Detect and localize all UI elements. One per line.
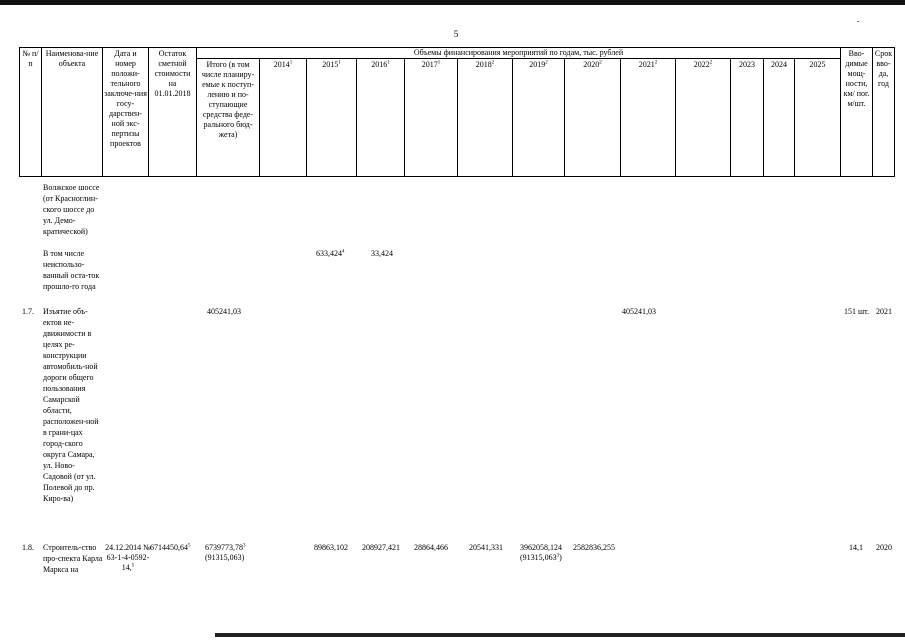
header-financing-group: Объемы финансирования мероприятий по годам, тыс. рублей	[197, 48, 841, 59]
top-scan-border	[0, 0, 905, 5]
row-1-7-number: 1.7.	[22, 307, 34, 316]
header-year-2017: 2017$^1$	[405, 59, 458, 177]
header-year-2019: 2019$^2$	[513, 59, 565, 177]
page-number: 5	[453, 29, 459, 39]
header-capacity: Вво-димые мощ-ности, км/ пог. м/шт.	[841, 48, 873, 177]
header-year-2020: 2020$^2$	[565, 59, 621, 177]
row-1-8-total: 6739773,78$^3$	[205, 543, 246, 552]
row-1-8-2020: 2582836,255	[573, 543, 615, 552]
header-year-2018: 2018$^2$	[458, 59, 513, 177]
header-deadline: Срок вво-да, год	[873, 48, 895, 177]
row-1-8-2015: 89863,102	[314, 543, 348, 552]
header-year-2024: 2024	[764, 59, 795, 177]
scan-speck	[857, 21, 859, 22]
header-year-2015: 2015$^1$	[307, 59, 357, 177]
unused-remainder-2015: 633,424$^4$	[316, 249, 345, 258]
row-1-8-total-federal: (91315,063)	[205, 553, 245, 562]
row-1-8-2019: 3962058,124	[520, 543, 562, 552]
row-1-8-2018: 20541,331	[469, 543, 503, 552]
row-1-7-capacity: 151 шт.	[844, 307, 870, 316]
unused-remainder-2016: 33,424	[371, 249, 393, 258]
row-1-7-name: Изъятие объ-ектов не-движимости в целях ре-конструкции автомобиль-ной дороги общего пользования Самарской области, расположен-ной в грани-цах город-ского округа Самара, ул. Ново-Садовой (от ул. Полевой до пр. Киро-ва)	[43, 307, 99, 503]
financing-table-header	[19, 47, 895, 177]
header-total: Итого (в том числе планиру-емые к поступ-лению и по-ступающие средства феде-рального бюд-жета)	[197, 59, 260, 177]
row-1-8-expertise-date: 24.12.2014 № 63-1-4-0592-14,$^5$	[105, 543, 151, 572]
header-num: № п/п	[20, 48, 42, 177]
row-1-7-2021: 405241,03	[622, 307, 656, 316]
header-expertise-date: Дата и номер положи-тельного заключе-ния госу-дарствен-ной экс-пертизы проектов	[103, 48, 149, 177]
row-1-8-number: 1.8.	[22, 543, 34, 552]
row-1-8-name: Строитель-ство про-спекта Карла Маркса на	[43, 543, 103, 574]
row-1-8-deadline: 2020	[876, 543, 892, 552]
row-1-8-2017: 28864,466	[414, 543, 448, 552]
row-continuation-name: Волжское шоссе (от Красноглин-ского шоссе до ул. Демо-кратической)	[43, 183, 100, 236]
row-1-8-2016: 208927,421	[362, 543, 400, 552]
row-1-8-capacity: 14,1	[849, 543, 863, 552]
header-year-2021: 2021$^2$	[621, 59, 676, 177]
row-1-7-deadline: 2021	[876, 307, 892, 316]
header-remainder: Остаток сметной стоимости на 01.01.2018	[149, 48, 197, 177]
row-1-7-total: 405241,03	[207, 307, 241, 316]
bottom-scan-border	[215, 633, 905, 637]
header-year-2016: 2016$^1$	[357, 59, 405, 177]
row-1-8-2019-federal: (91315,063$^3$)	[520, 553, 562, 562]
header-year-2023: 2023	[731, 59, 764, 177]
header-year-2014: 2014$^1$	[260, 59, 307, 177]
row-1-8-remainder: 6714450,64$^5$	[150, 543, 191, 552]
header-year-2022: 2022$^2$	[676, 59, 731, 177]
row-unused-remainder-label: В том числе неиспользо-ванный оста-ток прошло-го года	[43, 249, 100, 291]
header-name: Наименова-ние объекта	[42, 48, 103, 177]
header-year-2025: 2025	[795, 59, 841, 177]
